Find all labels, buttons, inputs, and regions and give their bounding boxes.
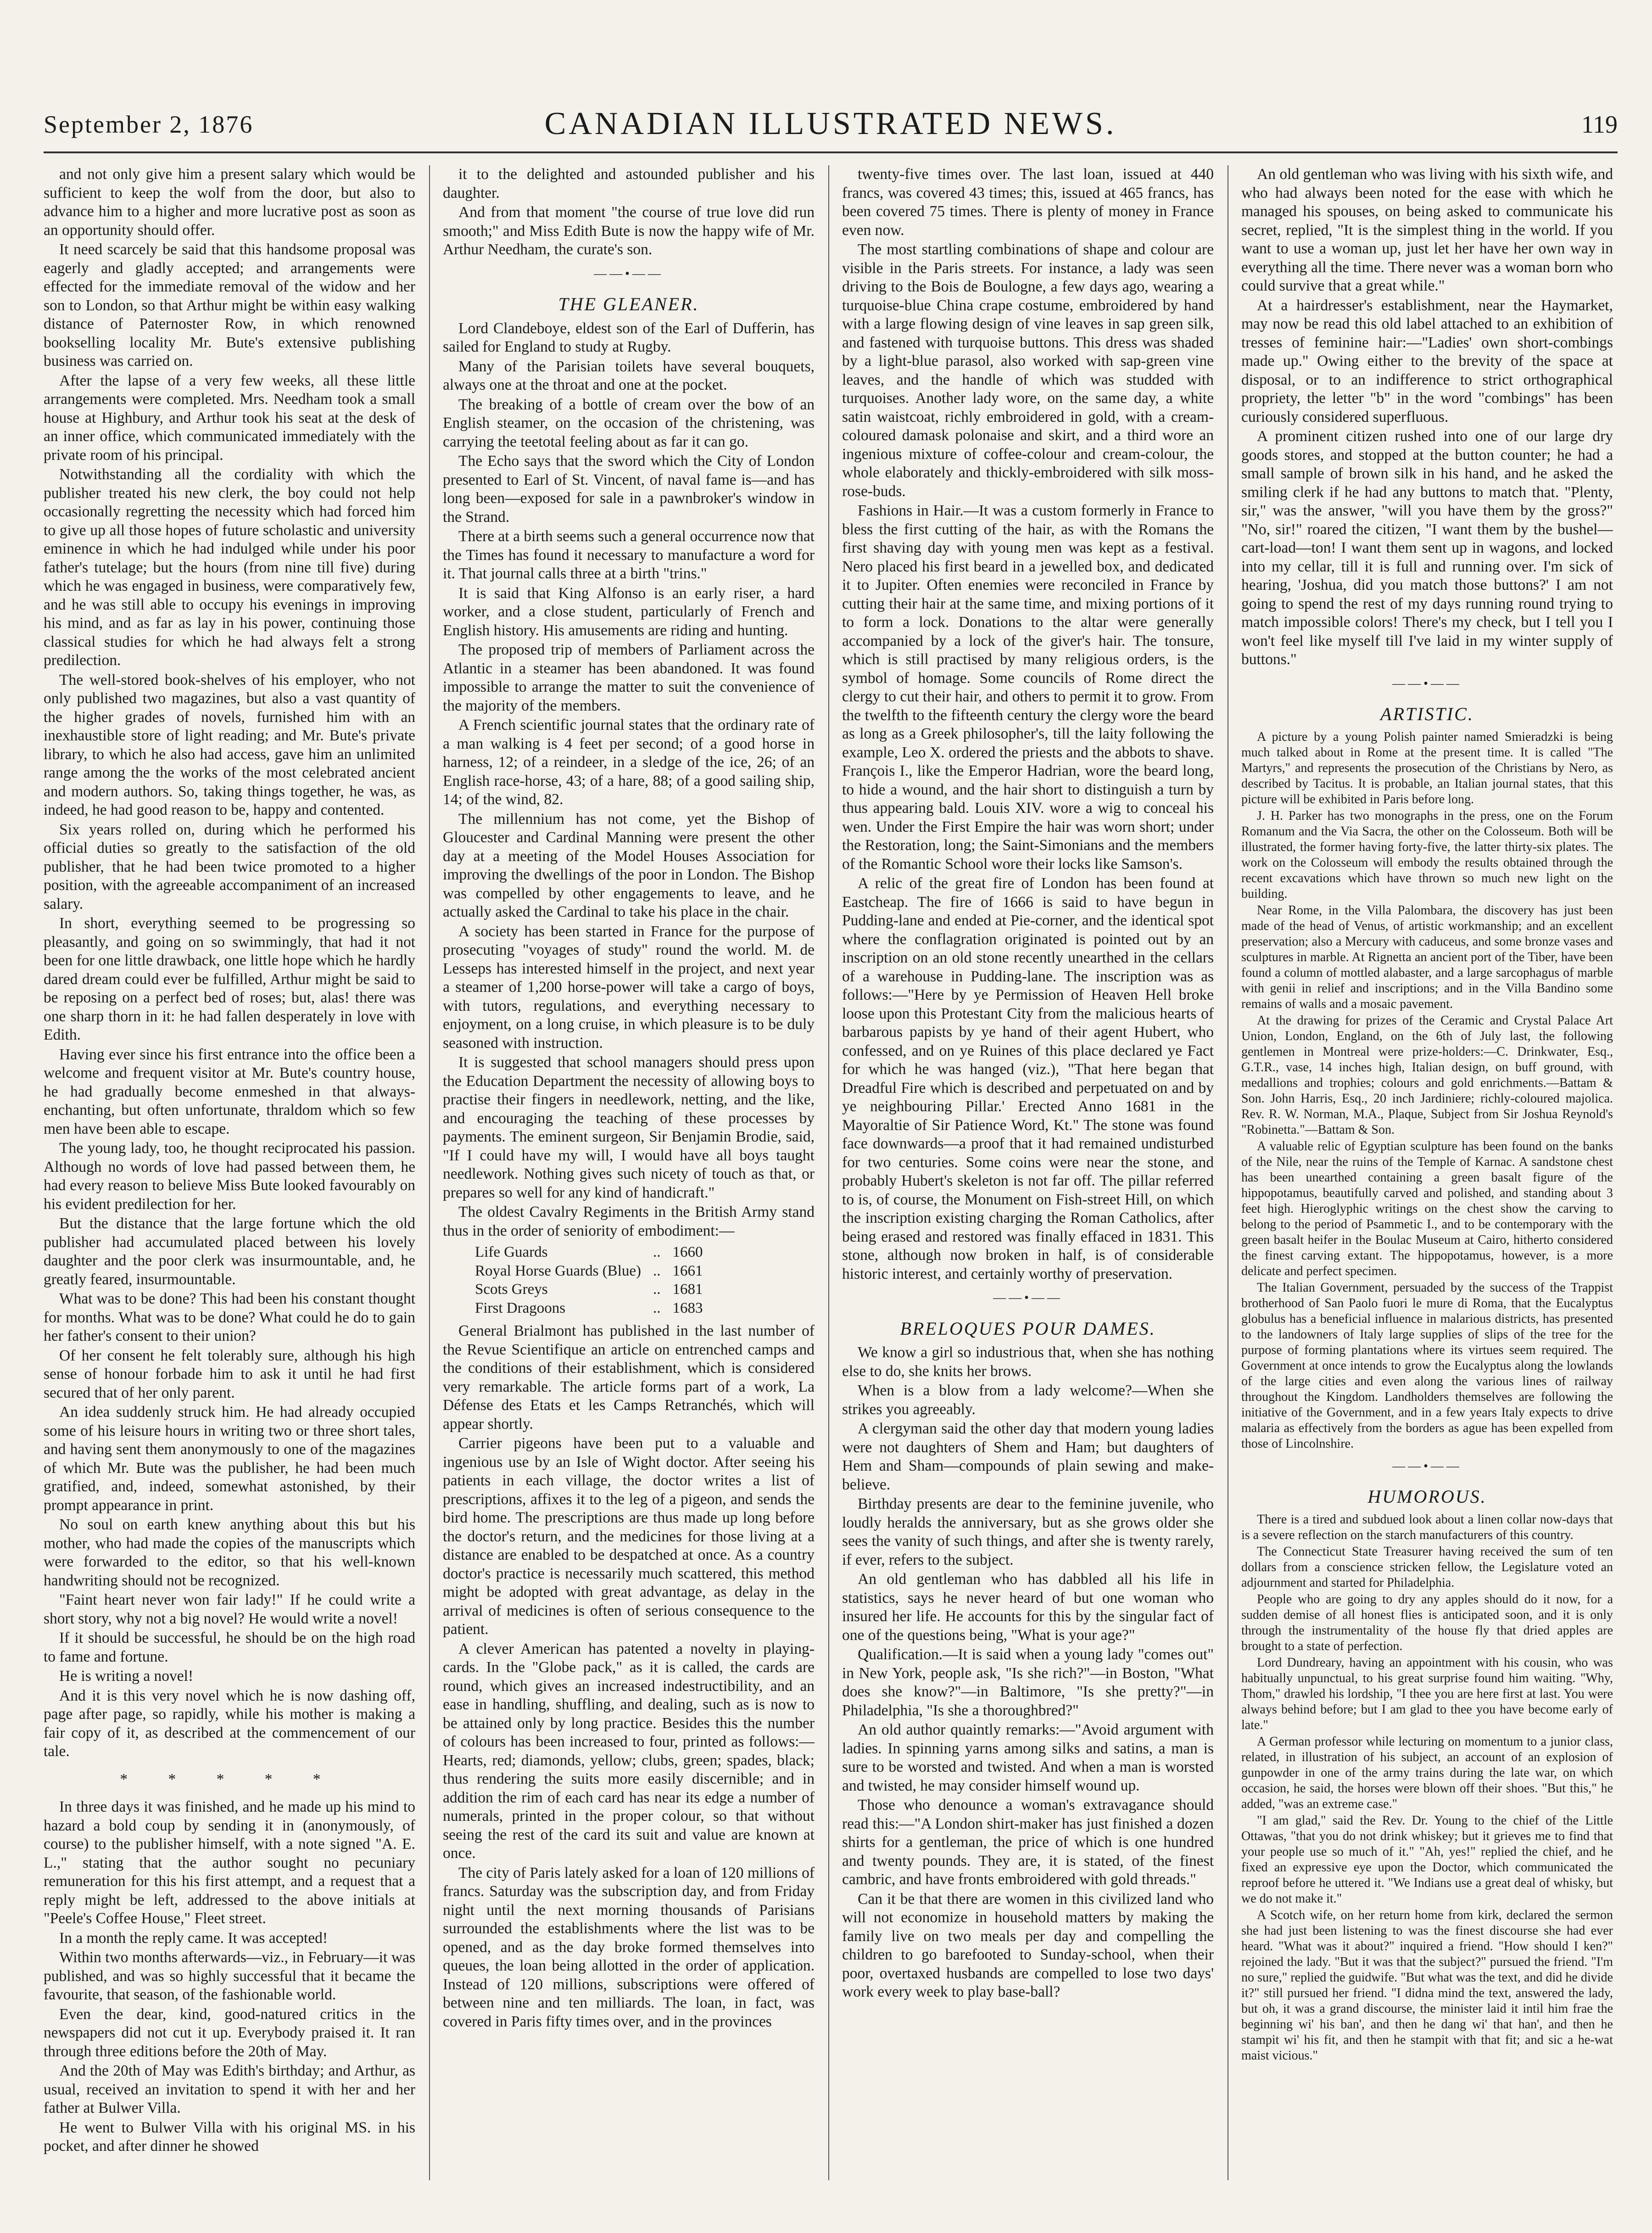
separator-ornament: ——•—— (993, 1291, 1063, 1305)
paragraph: Of her consent he felt tolerably sure, although his high sense of honour forbade him to ask it until he had first secured that of her only parent. (44, 1347, 415, 1401)
paragraph: Lord Dundreary, having an appointment with his cousin, who was habitually unpunctual, to his great surprise found him waiting. "Why, Thom," drawled his lordship, "I thee you are here first at last. You were always behind before; but I am glad to thee you have become early of late." (1241, 1655, 1613, 1732)
paragraph: "Faint heart never won fair lady!" If he could write a short story, why not a big novel? He would write a novel! (44, 1591, 415, 1627)
paragraph: The most startling combinations of shape and colour are visible in the Paris streets. For instance, a lady was seen driving to the Bois de Boulogne, a few days ago, wearing a turquoise-blue China crape costume, embroidered by hand with a large flowing design of vine leaves in sap green silk, and fastened with turquoise buttons. This dress was shaded by a light-blue parasol, also worked with sap-green vine leaves, and the handle of which was studded with turquoises. Another lady wore, on the same day, a white satin waistcoat, richly embroidered in gold, with a cream-coloured damask polonaise and skirt, and a third wore an ingenious mixture of coffee-colour and cream-colour, the whole elaborately and thickly-embroidered with silk moss-rose-buds. (842, 241, 1214, 500)
newspaper-title: CANADIAN ILLUSTRATED NEWS. (544, 106, 1117, 141)
paragraph: He is writing a novel! (59, 1668, 194, 1685)
breloques-items (842, 1343, 1214, 2002)
regiment-row (475, 1299, 715, 1318)
gleaner-items (443, 319, 815, 1241)
paragraph: Even the dear, kind, good-natured critics in the newspapers did not cut it up. Everybody praised it. It ran through three editions before the 20th of May. (44, 2005, 415, 2060)
paragraph: An idea suddenly struck him. He had already occupied some of his leisure hours in writing two or three short tales, and having sent them anonymously to one of the magazines of which Mr. Bute was the publisher, he had been much gratified, and, indeed, somewhat astonished, by their prompt appearance in print. (44, 1404, 415, 1514)
paragraph: A clergyman said the other day that modern young ladies were not daughters of Shem and Ham; but daughters of Hem and Sham—compounds of plain sewing and make-believe. (842, 1420, 1214, 1493)
paragraph: A French scientific journal states that the ordinary rate of a man walking is 4 feet per second; of a good horse in harness, 12; of a reindeer, in a sledge of the ice, 26; of an English race-horse, 43; of a hare, 88; of a good sailing ship, 14; of the wind, 82. (443, 716, 815, 808)
masthead (44, 106, 1618, 149)
paragraph: The Echo says that the sword which the City of London presented to Earl of St. Vincent, of naval fame is—and has long been—exposed for sale in a pawnbroker's window in the Strand. (443, 453, 815, 526)
paragraph: A Scotch wife, on her return home from kirk, declared the sermon she had just been listening to was the finest discourse she had ever heard. "What was it about?" inquired a friend. "How should I ken?" rejoined the lady. "But it was that the subject?" pursued the friend. "I'm no sure," replied the guidwife. "But what was the text, and did he divide it?" still pursued her friend. "I didna mind the text, answered the lady, but oh, it was a grand discourse, the minister laid it intil him frae the beginning wi' his ban', and then he dang wi' that han', and then he stampit wi' his fit, and then he stampit with that fit; and sic a he-wat maist vicious." (1241, 1908, 1613, 2063)
artistic-items (1241, 729, 1613, 1452)
paragraph: Birthday presents are dear to the feminine juvenile, who loudly heralds the anniversary, but as she grows older she sees the vanity of such things, and after she is twenty rarely, if ever, refers to the subject. (842, 1495, 1214, 1568)
regiment-name: First Dragoons (475, 1299, 566, 1316)
paragraph: "I am glad," said the Rev. Dr. Young to the chief of the Little Ottawas, "that you do not drink whiskey; but it grieves me to find that your people use so much of it." "Ah, yes!" replied the chief, and he fixed an expressive eye upon the Doctor, which communicated the reproof before he uttered it. "We Indians use a great deal of whisky, but we do not make it." (1241, 1813, 1613, 1906)
paragraph: J. H. Parker has two monographs in the press, one on the Forum Romanum and the Via Sacra, the other on the Colosseum. Both will be illustrated, the former having forty-five, the latter thirty-six plates. The work on the Colosseum will embody the results obtained through the recent excavations which have thrown so much new light on the building. (1241, 808, 1613, 901)
paragraph: At the drawing for prizes of the Ceramic and Crystal Palace Art Union, London, England, on the 6th of July last, the following gentlemen in Montreal were prize-holders:—C. Drinkwater, Esq., G.T.R., vase, 14 inches high, Italian design, on buff ground, with medallions and trophies; colours and gold enrichments.—Battam & Son. John Harris, Esq., 20 inch Jardiniere; richly-coloured majolica. Rev. R. W. Norman, M.A., Plaque, Subject from Sir Joshua Reynold's "Robinetta."—Battam & Son. (1241, 1013, 1613, 1137)
paragraph: The Connecticut State Treasurer having received the sum of ten dollars from a conscience stricken fellow, the Legislature voted an adjournment and started for Philadelphia. (1241, 1544, 1613, 1590)
paragraph: He went to Bulwer Villa with his original MS. in his pocket, and after dinner he showed (44, 2119, 415, 2155)
story-part-2 (44, 1798, 415, 2156)
paragraph: In a month the reply came. It was accepted! (59, 1929, 328, 1947)
paragraph: The oldest Cavalry Regiments in the British Army stand thus in the order of seniority of embodiment:— (443, 1203, 815, 1239)
paragraph: and not only give him a present salary which would be sufficient to keep the wolf from the door, but also to advance him to a higher and more lucrative post as soon as an opportunity should offer. (44, 166, 415, 239)
story-ending (443, 165, 815, 259)
paragraph: A relic of the great fire of London has been found at Eastcheap. The fire of 1666 is said to have begun in Pudding-lane and ended at Pie-corner, and the identical spot where the conflagration originated is pointed out by an inscription on an old stone recently unearthed in the cellars of a warehouse in Pudding-lane. The inscription was as follows:—"Here by ye Permission of Heaven Hell broke loose upon this Protestant City from the malicious hearts of barbarous papists by ye hand of their agent Hubert, who confessed, and on ye Ruines of this place declared ye Fact for which he was hanged (viz.), "That here began that Dreadful Fire which is described and perpetuated on and by ye neighbouring Pillar.' Erected Anno 1681 in the Mayoraltie of Sir Patience Word, Kt." The stone was found face downwards—a proof that it had remained undisturbed for two centuries. Some coins were near the stone, and probably Hubert's skeleton is not far off. The pillar referred to is, of course, the Monument on Fish-street Hill, on which the inscription existing charging the Roman Catholics, after being erased and restored was finally effaced in 1831. This stone, although now broken in half, is of considerable historic interest, and certainly worthy of preservation. (842, 875, 1214, 1282)
paragraph: A valuable relic of Egyptian sculpture has been found on the banks of the Nile, near the ruins of the Temple of Karnac. A sandstone chest has been unearthed containing a green basalt figure of the hippopotamus, beautifully carved and polished, and standing about 3 feet high. Hieroglyphic writings on the chest show the carving to belong to the period of Psammetic I., and to be contemporary with the green basalt heifer in the Boulac Museum at Cairo, hitherto considered the finest carving extant. The hippopotamus, however, is a more delicate and perfect specimen. (1241, 1139, 1613, 1278)
paragraph: The proposed trip of members of Parliament across the Atlantic in a steamer has been abandoned. It was found impossible to arrange the matter to suit the convenience of the majority of the members. (443, 641, 815, 714)
humorous-items (1241, 1512, 1613, 2064)
column-2 (443, 165, 815, 2185)
paragraph: In short, everything seemed to be progressing so pleasantly, and going on so swimmingly, that had it not been for one little drawback, one little hope which he hardly dared dream could ever be fulfilled, Arthur might be said to be reposing on a perfect bed of roses; but, alas! there was one sharp thorn in it: he had fallen desperately in love with Edith. (44, 915, 415, 1043)
paragraph: When is a blow from a lady welcome?—When she strikes you agreeably. (842, 1382, 1214, 1418)
column-4 (1241, 165, 1613, 2185)
paragraph: Carrier pigeons have been put to a valuable and ingenious use by an Isle of Wight doctor. After seeing his patients in each village, the doctor writes a list of prescriptions, affixes it to the leg of a pigeon, and sends the bird home. The prescriptions are thus made up long before the doctor's return, and the medicines for those living at a distance are enabled to be despatched at once. As a country doctor's practice is necessarily much scattered, this method might be adopted with great advantage, as delay in the arrival of medicines is often of serious consequence to the patient. (443, 1435, 815, 1638)
regiment-year: 1681 (672, 1281, 703, 1298)
paragraph: Qualification.—It is said when a young lady "comes out" in New York, people ask, "Is she rich?"—in Boston, "What does she know?"—in Baltimore, "Is she pretty?"—in Philadelphia, "Is she a thoroughbred?" (842, 1646, 1214, 1719)
paragraph: A clever American has patented a novelty in playing-cards. In the "Globe pack," as it is called, the cards are round, which gives an increased indestructibility, and an ease in handling, shuffling, and dealing, such as is now to be attained only by long practice. Besides this the number of colours has been increased to four, printed as follows:—Hearts, red; diamonds, yellow; clubs, green; spades, black; thus rendering the suits more easily discernible; and in addition the rim of each card has near its edge a number of numerals, printed in the proper colour, so that without seeing the rest of the card its suit and value are known at once. (443, 1640, 815, 1862)
paragraph: No soul on earth knew anything about this but his mother, who had made the copies of the manuscripts which were forwarded to the editor, so that his well-known handwriting should not be recognized. (44, 1516, 415, 1589)
issue-date: September 2, 1876 (44, 111, 254, 138)
paragraph: The city of Paris lately asked for a loan of 120 millions of francs. Saturday was the subscription day, and from Friday night until the next morning thousands of Parisians surrounded the establishments where the list was to be opened, and as the day broke formed themselves into queues, the loan being allotted in the order of application. Instead of 120 millions, subscriptions were offered of between nine and ten milliards. The loan, in fact, was covered in Paris fifty times over, and in the provinces (443, 1864, 815, 2030)
regiment-row (475, 1243, 715, 1262)
paragraph: An old author quaintly remarks:—"Avoid argument with ladies. In spinning yarns among silks and satins, a man is sure to be worsted and twisted. And when a man is worsted and twisted, he may consider himself wound up. (842, 1721, 1214, 1794)
paragraph: We know a girl so industrious that, when she has nothing else to do, she knits her brows. (842, 1344, 1214, 1380)
breloques-continued (1241, 165, 1613, 669)
paragraph: A prominent citizen rushed into one of our large dry goods stores, and stopped at the button counter; he had a small sample of brown silk in his hand, and he asked the smiling clerk if he had any buttons to match that. "Plenty, sir," was the answer, "will you have them by the gross?" "No, sir!" roared the citizen, "I want them by the bushel—cart-load—ton! I want them sent up in wagons, and locked into my cellar, till it is full and running over. I'm sick of hearing, 'Joshua, did you match those buttons?' I am not going to spend the rest of my days running round trying to match impossible colors! There's my check, but I tell you I won't feel like myself till I've laid in my winter supply of buttons." (1241, 428, 1613, 668)
regiment-dots: .. (653, 1244, 661, 1260)
paragraph: Fashions in Hair.—It was a custom formerly in France to bless the first cutting of the hair, as with the Romans the first shaving day with young men was kept as a festival. Nero placed his first beard in a jewelled box, and dedicated it to Jupiter. Often enemies were reconciled in France by cutting their hair at the same time, and mixing portions of it to form a lock. Donations to the altar were generally accompanied by a lock of the giver's hair. The tonsure, which is still practised by many religious orders, is the symbol of homage. Some councils of Rome direct the clergy to cut their hair, and others to permit it to grow. From the twelfth to the fifteenth century the clergy wore the beard as long as a Greek philosopher's, till the laity following the example, Leo X. ordered the priests and the abbots to shave. François I., like the Emperor Hadrian, wore the beard long, to hide a wound, and the hair short to distinguish a turn by thus appearing bald. Louis XIV. wore a wig to conceal his wen. Under the First Empire the hair was worn short; under the Restoration, long; the Saint-Simonians and the members of the Romantic School wore their locks like Samson's. (842, 502, 1214, 873)
paragraph: The breaking of a bottle of cream over the bow of an English steamer, on the occasion of the christening, was carrying the teetotal feeling about as far it can go. (443, 396, 815, 450)
paragraph: twenty-five times over. The last loan, issued at 440 francs, was covered 43 times; this, issued at 465 francs, has been covered 75 times. There is plenty of money in France even now. (842, 166, 1214, 239)
paragraph: People who are going to dry any apples should do it now, for a sudden demise of all honest flies is anticipated soon, and it is only through the instrumentality of the house fly that dried apples are brought to a state of perfection. (1241, 1592, 1613, 1653)
paragraph: An old gentleman who has dabbled all his life in statistics, says he never heard of but one woman who insured her life. He accounts for this by the singular fact of one of the questions being, "What is your age?" (842, 1571, 1214, 1644)
paragraph: If it should be successful, he should be on the high road to fame and fortune. (44, 1629, 415, 1665)
column-3 (842, 165, 1214, 2185)
regiment-year: 1683 (672, 1299, 703, 1316)
paragraph: An old gentleman who was living with his sixth wife, and who had always been noted for the ease with which he managed his spouses, on being asked to communicate his secret, replied, "It is the simplest thing in the world. If you want to use a woman up, just let her have her own way in everything all the time. There never was a woman born who could survive that a great while." (1241, 166, 1613, 294)
paragraph: Having ever since his first entrance into the office been a welcome and frequent visitor at Mr. Bute's country house, he had gradually become enmeshed in that always-enchanting, but often unfortunate, thraldom which so few men have been able to escape. (44, 1046, 415, 1137)
regiment-row (475, 1280, 715, 1299)
paragraph: What was to be done? This had been his constant thought for months. What was to be done? What could he do to gain her father's consent to their union? (44, 1290, 415, 1344)
paragraph: The young lady, too, he thought reciprocated his passion. Although no words of love had passed between them, he had every reason to believe Miss Bute looked favourably on his evident predilection for her. (44, 1140, 415, 1213)
breloques-heading: BRELOQUES POUR DAMES. (900, 1318, 1156, 1339)
regiments-table (475, 1243, 715, 1317)
paragraph: It is suggested that school managers should press upon the Education Department the necessity of allowing boys to practise their fingers in needlework, netting, and the like, and encouraging the teaching of these processes by payments. The eminent surgeon, Sir Benjamin Brodie, said, "If I could have my will, I would have all boys taught needlework. Nothing gives such nicety of touch as that, or prepares so well for any kind of handicraft." (443, 1054, 815, 1201)
section-stars: * * * * * (120, 1770, 339, 1788)
paragraph: Can it be that there are women in this civilized land who will not economize in household matters by making the family live on two meals per day and compelling the children to go barefooted to Sunday-school, when their poor, overtaxed husbands are compelled to lose two days' work every week to play base-ball? (842, 1890, 1214, 2000)
paragraph: General Brialmont has published in the last number of the Revue Scientifique an article on entrenched camps and the conditions of their establishment, which is considered very remarkable. The article forms part of a work, La Défense des Etats et les Camps Retranchés, which will appear shortly. (443, 1322, 815, 1433)
paragraph: Those who denounce a woman's extravagance should read this:—"A London shirt-maker has just finished a dozen shirts for a gentleman, the price of which is one hundred and twenty pounds. They are, it is stated, of the finest cambric, and have fronts embroidered with gold threads." (842, 1796, 1214, 1888)
paragraph: Notwithstanding all the cordiality with which the publisher treated his new clerk, the boy could not help occasionally regretting the necessity which had forced him to give up all those hopes of future scholastic and university eminence in which he had indulged while under his poor father's tutelage; but the hours (from nine till five) during which he was engaged in business, were comparatively few, and he was still able to occupy his evenings in improving his mind, and as far as lay in his power, continuing those classical studies for which he had always felt a strong predilection. (44, 466, 415, 669)
paragraph: And it is this very novel which he is now dashing off, page after page, so rapidly, while his mother is making a fair copy of it, as described at the commencement of our tale. (44, 1687, 415, 1760)
regiment-year: 1660 (672, 1244, 703, 1260)
paragraph: It is said that King Alfonso is an early riser, a hard worker, and a close student, particularly of French and English history. His amusements are riding and hunting. (443, 584, 815, 639)
gleaner-continued (842, 165, 1214, 1283)
paragraph: It need scarcely be said that this handsome proposal was eagerly and gladly accepted; and arrangements were effected for the immediate removal of the widow and her son to London, so that Arthur might be within easy walking distance of Paternoster Row, in which renowned bookselling locality Mr. Bute's extensive publishing business was carried on. (44, 241, 415, 369)
paragraph: In three days it was finished, and he made up his mind to hazard a bold coup by sending it in (anonymously, of course) to the publisher himself, with a note signed "A. E. L.," stating that the author sought no pecuniary remuneration for this his first attempt, and a request that a reply might be left, addressed to the above initials at "Peele's Coffee House," Fleet street. (44, 1798, 415, 1927)
paragraph: There at a birth seems such a general occurrence now that the Times has found it necessary to manufacture a word for it. That journal calls three at a birth "trins." (443, 528, 815, 582)
paragraph: The millennium has not come, yet the Bishop of Gloucester and Cardinal Manning were present the other day at a meeting of the Model Houses Association for improving the dwellings of the poor in London. The Bishop was compelled by other engagements to leave, and he actually asked the Cardinal to take his place in the chair. (443, 810, 815, 920)
paragraph: The well-stored book-shelves of his employer, who not only published two magazines, but also a vast quantity of the higher grades of novels, furnished him with an inexhaustible store of light reading; and Mr. Bute's private library, to which he also had access, gave him an unlimited range among the the works of the most celebrated ancient and modern authors. So, taking things together, he was, as indeed, he had good reason to be, happy and contented. (44, 671, 415, 818)
paragraph: The Italian Government, persuaded by the success of the Trappist brotherhood of San Paolo fuori le mure di Roma, that the Eucalyptus globulus has a beneficial influence in malarious districts, has presented to the landowners of Italy large supplies of slips of the tree for the purpose of forming plantations where its virtues seem required. The Government at once intends to grow the Eucalyptus along the lowlands of the large cities and even along the various lines of railway throughout the Kingdom. Landholders themselves are following the initiative of the Government, and in a few years Italy expects to drive malaria as effectively from the borders as ague has been expelled from those of Lincolnshire. (1241, 1280, 1613, 1451)
paragraph: Near Rome, in the Villa Palombara, the discovery has just been made of the head of Venus, of artistic workmanship; and an excellent preservation; also a Mercury with caduceus, and some bronze vases and sculptures in marble. At Rignetta an ancient port of the Tiber, have been found a column of mottled alabaster, and a large sarcophagus of marble with genii in relief and inscriptions; and in the Villa Bandino some remains of walls and a mosaic pavement. (1241, 903, 1613, 1011)
paragraph: Within two months afterwards—viz., in February—it was published, and was so highly successful that it became the favourite, that season, of the fashionable world. (44, 1949, 415, 2003)
column-1 (44, 165, 415, 2185)
paragraph: A society has been started in France for the purpose of prosecuting "voyages of study" round the world. M. de Lesseps has interested himself in the project, and next year a steamer of 1,200 horse-power will take a cargo of boys, with tutors, regulations, and everything necessary to enjoyment, on a long cruise, in which pleasure is to be duly seasoned with instruction. (443, 923, 815, 1052)
regiment-year: 1661 (672, 1262, 703, 1279)
paragraph: Many of the Parisian toilets have several bouquets, always one at the throat and one at the pocket. (443, 358, 815, 393)
paragraph: it to the delighted and astounded publisher and his daughter. (443, 166, 815, 201)
gleaner-heading: THE GLEANER. (558, 294, 699, 314)
header-rule (44, 151, 1618, 153)
column-divider (429, 165, 430, 2180)
separator-ornament: ——•—— (1392, 676, 1462, 691)
paragraph: There is a tired and subdued look about a linen collar now-days that is a severe reflection on the starch manufacturers of this country. (1241, 1512, 1613, 1542)
paragraph: A picture by a young Polish painter named Smieradzki is being much talked about in Rome at the present time. It is called "The Martyrs," and represents the prosecution of the Christians by Nero, as described by Tacitus. It is probable, an Italian journal states, that this picture will be exhibited in Paris before long. (1241, 729, 1613, 806)
regiment-dots: .. (653, 1299, 661, 1316)
regiment-name: Scots Greys (475, 1281, 548, 1298)
paragraph: Lord Clandeboye, eldest son of the Earl of Dufferin, has sailed for England to study at Rugby. (443, 319, 815, 355)
story-part-1 (44, 165, 415, 1761)
separator-ornament: ——•—— (594, 266, 664, 281)
gleaner-items-2 (443, 1322, 815, 2031)
paragraph: At a hairdresser's establishment, near the Haymarket, may now be read this old label attached to an exhibition of tresses of feminine hair:—"Ladies' own short-combings made up." Owing either to the brevity of the space at disposal, or to an indifference to strict orthographical propriety, the letter "b" in the word "combings" has been curiously considered superfluous. (1241, 297, 1613, 425)
regiment-row (475, 1262, 715, 1281)
regiment-dots: .. (653, 1262, 661, 1279)
artistic-heading: ARTISTIC. (1380, 704, 1474, 724)
column-divider (828, 165, 829, 2180)
paragraph: And from that moment "the course of true love did run smooth;" and Miss Edith Bute is now the happy wife of Mr. Arthur Needham, the curate's son. (443, 204, 815, 258)
humorous-heading: HUMOROUS. (1367, 1486, 1487, 1507)
separator-ornament: ——•—— (1392, 1459, 1462, 1473)
page-number: 119 (1581, 111, 1618, 138)
regiment-name: Life Guards (475, 1244, 548, 1260)
regiment-dots: .. (653, 1281, 661, 1298)
paragraph: Six years rolled on, during which he performed his official duties so greatly to the satisfaction of the old publisher, that he had been twice promoted to a higher position, with the agreeable accompaniment of an increased salary. (44, 821, 415, 912)
paragraph: A German professor while lecturing on momentum to a junior class, related, in illustration of his subject, an account of an explosion of gunpowder in one of the army trains during the late war, on which occasion, he said, the horses were blown off their shoes. "But this," he added, "was an extreme case." (1241, 1734, 1613, 1811)
paragraph: But the distance that the large fortune which the old publisher had accumulated placed between his lovely daughter and the poor clerk was insurmountable, and, he greatly feared, insurmountable. (44, 1215, 415, 1288)
regiment-name: Royal Horse Guards (Blue) (475, 1262, 642, 1279)
paragraph: After the lapse of a very few weeks, all these little arrangements were completed. Mrs. Needham took a small house at Highbury, and Arthur took his seat at the desk of an inner office, which communicated immediately with the private room of his principal. (44, 372, 415, 464)
paragraph: And the 20th of May was Edith's birthday; and Arthur, as usual, received an invitation to spend it with her and her father at Bulwer Villa. (44, 2062, 415, 2116)
